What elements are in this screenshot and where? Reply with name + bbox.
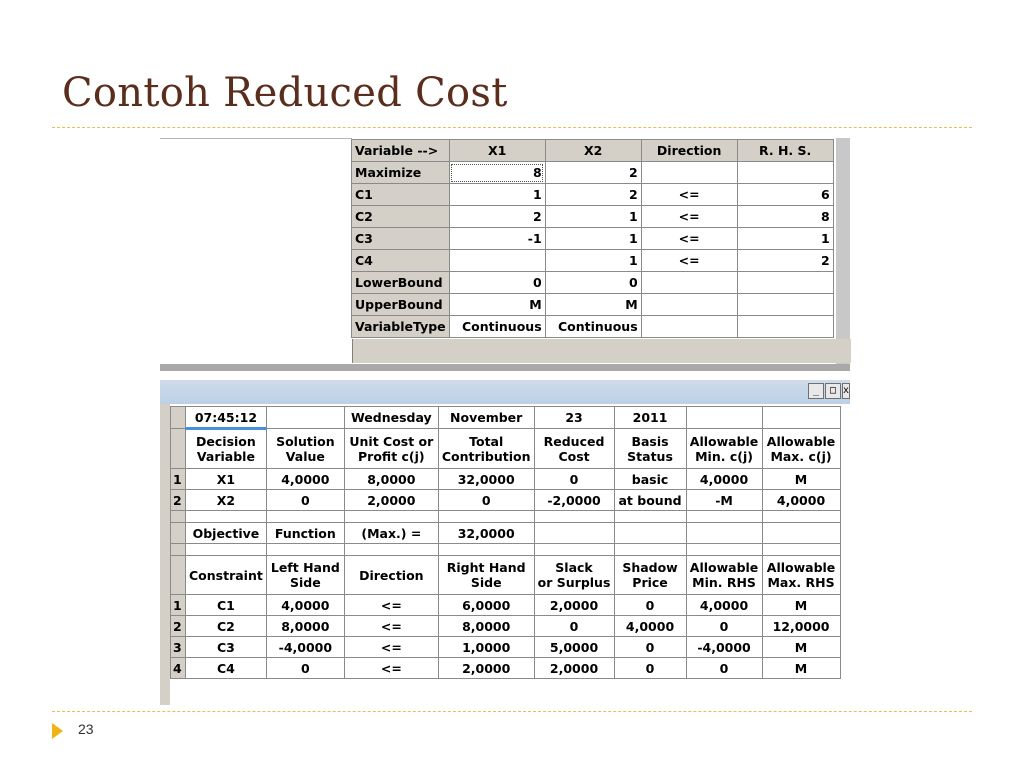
empty-cell [534, 511, 614, 523]
row-number-cell [171, 429, 186, 469]
header-line: Left Hand [270, 560, 340, 575]
header-line: Contribution [441, 448, 531, 464]
result-cell: <= [344, 616, 438, 637]
column-header [266, 429, 344, 469]
row-label[interactable]: C3 [352, 228, 450, 250]
header-line: Basis [631, 433, 669, 449]
input-cell[interactable]: 1 [449, 184, 545, 206]
result-cell: X1 [186, 469, 267, 490]
result-cell: C2 [186, 616, 267, 637]
input-cell[interactable]: Continuous [545, 316, 641, 338]
result-cell: 2,0000 [534, 595, 614, 616]
result-cell: M [762, 595, 840, 616]
window-controls [808, 383, 850, 401]
result-cell: 8,0000 [344, 469, 438, 490]
result-cell: 2,0000 [344, 490, 438, 511]
empty-cell [762, 544, 840, 556]
header-line: Max. c(j) [770, 448, 832, 464]
empty-cell [344, 544, 438, 556]
result-cell: 5,0000 [534, 637, 614, 658]
objective-row [171, 523, 841, 544]
input-row [352, 250, 834, 272]
result-cell: <= [344, 637, 438, 658]
row-label[interactable]: C4 [352, 250, 450, 272]
column-header [614, 429, 686, 469]
row-label[interactable]: Maximize [352, 162, 450, 184]
input-cell[interactable]: 2 [545, 184, 641, 206]
result-cell: 12,0000 [762, 616, 840, 637]
spacer-row [171, 511, 841, 523]
objective-cell [686, 523, 762, 544]
header-line: Allowable [766, 560, 836, 575]
date-cell: 07:45:12 [186, 407, 267, 429]
result-cell: 0 [614, 637, 686, 658]
empty-cell [266, 544, 344, 556]
result-cell: C1 [186, 595, 267, 616]
result-cell: at bound [614, 490, 686, 511]
input-cell[interactable] [641, 272, 737, 294]
empty-cell [686, 511, 762, 523]
result-cell: 0 [266, 490, 344, 511]
decision-header-row [171, 429, 841, 469]
constraint-row [171, 637, 841, 658]
input-cell[interactable]: 1 [545, 250, 641, 272]
column-header [438, 556, 534, 595]
empty-cell [171, 511, 186, 523]
date-row [171, 407, 841, 429]
minimize-button[interactable]: _ [808, 383, 824, 399]
input-row [352, 316, 834, 338]
header-line: Min. c(j) [695, 448, 753, 464]
row-number-cell: 2 [171, 490, 186, 511]
header-line: Constraint [189, 567, 263, 583]
header-line: Value [285, 448, 325, 464]
column-header[interactable]: Direction [641, 140, 737, 162]
input-row [352, 162, 834, 184]
input-cell[interactable]: 0 [545, 272, 641, 294]
result-cell: 8,0000 [438, 616, 534, 637]
column-header [686, 556, 762, 595]
result-cell: C4 [186, 658, 267, 679]
result-cell: 6,0000 [438, 595, 534, 616]
input-header-row [352, 140, 834, 162]
row-number-cell: 3 [171, 637, 186, 658]
result-cell: -4,0000 [266, 637, 344, 658]
input-cell[interactable] [641, 294, 737, 316]
result-cell: 0 [614, 595, 686, 616]
column-header [344, 429, 438, 469]
objective-cell: Objective [186, 523, 267, 544]
row-number-cell: 1 [171, 595, 186, 616]
header-line: Min. RHS [692, 575, 756, 590]
header-line: Profit c(j) [358, 448, 425, 464]
column-header [266, 556, 344, 595]
date-cell: 23 [534, 407, 614, 429]
vertical-scrollbar[interactable] [836, 138, 850, 364]
empty-cell [171, 544, 186, 556]
header-line: Reduced [543, 433, 605, 449]
result-cell: 0 [686, 616, 762, 637]
input-cell[interactable]: 1 [545, 228, 641, 250]
result-cell: 8,0000 [266, 616, 344, 637]
input-cell[interactable]: -1 [449, 228, 545, 250]
date-cell: Wednesday [344, 407, 438, 429]
objective-cell: (Max.) = [344, 523, 438, 544]
result-cell: X2 [186, 490, 267, 511]
input-cell[interactable] [737, 162, 833, 184]
maximize-button[interactable]: □ [825, 383, 841, 399]
column-header[interactable]: R. H. S. [737, 140, 833, 162]
row-label[interactable]: LowerBound [352, 272, 450, 294]
result-cell: M [762, 658, 840, 679]
result-cell: -M [686, 490, 762, 511]
decision-row [171, 490, 841, 511]
result-cell: C3 [186, 637, 267, 658]
footer-divider [52, 711, 972, 712]
column-header[interactable]: X2 [545, 140, 641, 162]
result-cell: M [762, 637, 840, 658]
input-cell[interactable] [737, 272, 833, 294]
header-line: Solution [276, 433, 335, 449]
header-line: Status [627, 448, 673, 464]
result-cell: 0 [266, 658, 344, 679]
header-line: Side [470, 575, 502, 590]
horizontal-divider [160, 364, 850, 371]
header-line: Right Hand [446, 560, 526, 575]
input-cell[interactable]: 2 [545, 162, 641, 184]
result-window [160, 380, 850, 705]
column-header [186, 429, 267, 469]
header-line: Unit Cost or [349, 433, 434, 449]
column-header-variable[interactable]: Variable --> [352, 140, 450, 162]
empty-cell [614, 544, 686, 556]
column-header [186, 556, 267, 595]
result-cell: 2,0000 [534, 658, 614, 679]
header-line: Variable [196, 449, 255, 464]
column-header [534, 429, 614, 469]
result-cell: basic [614, 469, 686, 490]
row-label[interactable]: UpperBound [352, 294, 450, 316]
input-table [351, 139, 834, 338]
input-cell[interactable]: 2 [737, 250, 833, 272]
input-cell[interactable]: <= [641, 184, 737, 206]
empty-cell [186, 544, 267, 556]
row-label[interactable]: VariableType [352, 316, 450, 338]
input-cell[interactable]: 1 [737, 228, 833, 250]
date-cell: 2011 [614, 407, 686, 429]
input-row [352, 206, 834, 228]
input-cell[interactable] [641, 162, 737, 184]
result-cell: 0 [438, 490, 534, 511]
header-line: Allowable [689, 560, 759, 575]
result-cell: 0 [534, 616, 614, 637]
objective-cell [762, 523, 840, 544]
empty-cell [762, 511, 840, 523]
result-cell: 4,0000 [266, 469, 344, 490]
result-cell: 4,0000 [266, 595, 344, 616]
constraint-header-row [171, 556, 841, 595]
input-cell[interactable]: 6 [737, 184, 833, 206]
spacer-row [171, 544, 841, 556]
column-header [686, 429, 762, 469]
column-header [438, 429, 534, 469]
header-line: Allowable [689, 433, 759, 449]
close-button[interactable]: x [842, 383, 850, 399]
input-cell[interactable] [449, 250, 545, 272]
column-header [762, 429, 840, 469]
input-row [352, 294, 834, 316]
input-cell[interactable]: <= [641, 228, 737, 250]
result-cell: 0 [686, 658, 762, 679]
column-header [762, 556, 840, 595]
header-line: Allowable [766, 433, 836, 449]
input-cell[interactable]: 8 [449, 162, 545, 184]
result-cell: <= [344, 595, 438, 616]
input-cell[interactable]: 0 [449, 272, 545, 294]
result-cell: 4,0000 [686, 469, 762, 490]
slide-title: Contoh Reduced Cost [62, 70, 508, 116]
empty-cell [534, 544, 614, 556]
column-header[interactable]: X1 [449, 140, 545, 162]
column-header [534, 556, 614, 595]
date-cell [762, 407, 840, 429]
input-cell[interactable]: Continuous [449, 316, 545, 338]
result-cell: 4,0000 [762, 490, 840, 511]
objective-cell: Function [266, 523, 344, 544]
header-line: Cost [558, 448, 590, 464]
row-number-cell [171, 523, 186, 544]
header-line: Direction [359, 567, 424, 583]
row-number-cell [171, 407, 186, 429]
result-cell: <= [344, 658, 438, 679]
header-line: Shadow [622, 560, 678, 575]
title-divider [52, 127, 972, 128]
constraint-row [171, 595, 841, 616]
input-cell[interactable]: 8 [737, 206, 833, 228]
window-titlebar[interactable] [160, 380, 850, 404]
date-cell: November [438, 407, 534, 429]
constraint-row [171, 616, 841, 637]
header-line: Total [469, 433, 504, 449]
objective-cell: 32,0000 [438, 523, 534, 544]
result-cell: 4,0000 [614, 616, 686, 637]
header-line: Max. RHS [767, 575, 835, 590]
input-row [352, 228, 834, 250]
result-table [170, 406, 841, 679]
date-cell [266, 407, 344, 429]
input-cell[interactable] [737, 316, 833, 338]
input-cell[interactable]: 1 [545, 206, 641, 228]
result-cell: 1,0000 [438, 637, 534, 658]
header-line: Side [289, 575, 321, 590]
header-line: or Surplus [537, 575, 611, 590]
row-number-cell [171, 556, 186, 595]
result-cell: 0 [614, 658, 686, 679]
row-number-cell: 2 [171, 616, 186, 637]
input-cell[interactable]: M [449, 294, 545, 316]
input-cell[interactable]: <= [641, 206, 737, 228]
input-cell[interactable] [641, 316, 737, 338]
objective-cell [534, 523, 614, 544]
empty-cell [614, 511, 686, 523]
row-header-panel [160, 404, 170, 705]
row-label[interactable]: C1 [352, 184, 450, 206]
triangle-bullet-icon [52, 723, 63, 739]
column-header [614, 556, 686, 595]
empty-cell [438, 511, 534, 523]
input-cell[interactable]: <= [641, 250, 737, 272]
input-row [352, 272, 834, 294]
input-row [352, 184, 834, 206]
empty-cell [266, 511, 344, 523]
empty-cell [186, 511, 267, 523]
input-cell[interactable]: M [545, 294, 641, 316]
page-number: 23 [78, 721, 94, 737]
date-cell [686, 407, 762, 429]
input-cell[interactable] [737, 294, 833, 316]
result-cell: 4,0000 [686, 595, 762, 616]
header-line: Decision [196, 434, 256, 449]
row-label[interactable]: C2 [352, 206, 450, 228]
input-grid-panel [160, 138, 850, 374]
result-cell: M [762, 469, 840, 490]
row-number-cell: 1 [171, 469, 186, 490]
empty-cell [686, 544, 762, 556]
input-cell[interactable]: 2 [449, 206, 545, 228]
header-line: Price [632, 575, 668, 590]
result-cell: 32,0000 [438, 469, 534, 490]
header-line: Slack [555, 560, 593, 575]
column-header [344, 556, 438, 595]
result-cell: 2,0000 [438, 658, 534, 679]
result-cell: -4,0000 [686, 637, 762, 658]
result-cell: 0 [534, 469, 614, 490]
result-cell: -2,0000 [534, 490, 614, 511]
empty-cell [438, 544, 534, 556]
grid-empty-area [352, 339, 851, 363]
row-number-cell: 4 [171, 658, 186, 679]
constraint-row [171, 658, 841, 679]
empty-cell [344, 511, 438, 523]
decision-row [171, 469, 841, 490]
objective-cell [614, 523, 686, 544]
